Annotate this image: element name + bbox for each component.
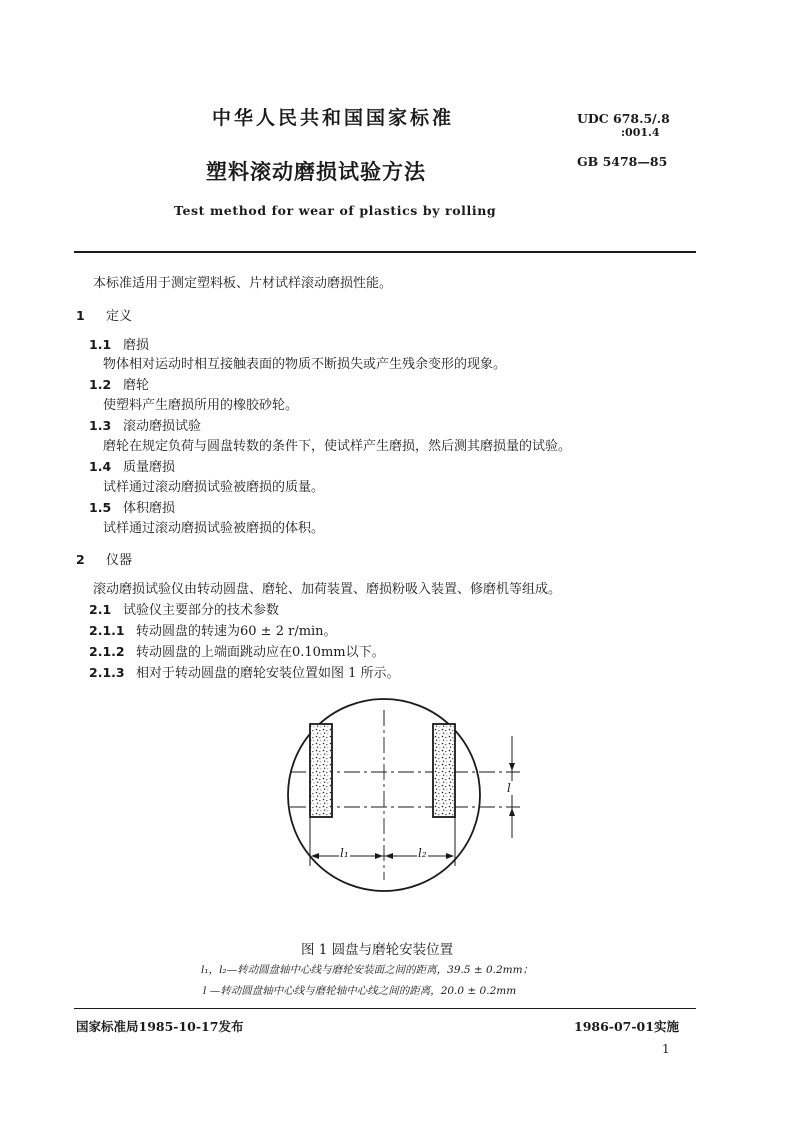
clause-text: 相对于转动圆盘的磨轮安装位置如图 1 所示。	[136, 666, 400, 681]
term-name: 质量磨损	[123, 460, 176, 475]
term-name: 滚动磨损试验	[123, 419, 202, 434]
document-title-cn: 塑料滚动磨损试验方法	[206, 159, 426, 184]
clause-number: 2.1	[89, 602, 112, 617]
clause-text: 试验仪主要部分的技术参数	[123, 603, 280, 618]
term-1-5-definition: 试样通过滚动磨损试验被磨损的体积。	[103, 521, 325, 536]
term-number: 1.4	[89, 459, 112, 474]
clause-text: 转动圆盘的上端面跳动应在0.10mm以下。	[136, 645, 385, 660]
term-1-3-definition: 磨轮在规定负荷与圆盘转数的条件下，使试样产生磨损，然后测其磨损量的试验。	[103, 439, 572, 454]
figure-1-caption: 图 1 圆盘与磨轮安装位置	[301, 942, 454, 958]
section-2-number: 2	[76, 552, 85, 567]
abrasive-wheel-left	[310, 724, 332, 817]
clause-number: 2.1.3	[89, 665, 125, 680]
term-name: 磨损	[123, 338, 150, 353]
standard-title: 中华人民共和国国家标准	[212, 107, 455, 129]
gb-code: GB 5478—85	[577, 154, 668, 169]
figure-1-note-l1-l2: l₁，l₂—转动圆盘轴中心线与磨轮安装面之间的距离，39.5 ± 0.2mm；	[201, 964, 534, 976]
dimension-label-l1: l₁	[340, 846, 349, 860]
scope-text: 本标准适用于测定塑料板、片材试样滚动磨损性能。	[93, 276, 393, 291]
effective-date: 1986-07-01实施	[574, 1019, 679, 1034]
dimension-label-l: l	[507, 781, 511, 795]
section-2-title: 仪器	[106, 553, 133, 568]
document-title-en: Test method for wear of plastics by rolling	[174, 203, 497, 218]
issue-date: 国家标准局1985-10-17发布	[76, 1019, 244, 1034]
clause-number: 2.1.2	[89, 644, 125, 659]
term-number: 1.2	[89, 377, 112, 392]
term-1-1-definition: 物体相对运动时相互接触表面的物质不断损失或产生残余变形的现象。	[103, 357, 507, 372]
footer-divider	[74, 1008, 696, 1009]
term-1-2-definition: 使塑料产生磨损所用的橡胶砂轮。	[103, 398, 299, 413]
section-2-intro: 滚动磨损试验仪由转动圆盘、磨轮、加荷装置、磨损粉吸入装置、修磨机等组成。	[93, 582, 562, 597]
page-number: 1	[662, 1042, 670, 1056]
term-number: 1.3	[89, 418, 112, 433]
term-name: 磨轮	[123, 378, 150, 393]
term-number: 1.1	[89, 337, 112, 352]
clause-number: 2.1.1	[89, 623, 125, 638]
term-number: 1.5	[89, 500, 112, 515]
abrasive-wheel-right	[433, 724, 455, 817]
figure-1-note-l: l —转动圆盘轴中心线与磨轮轴中心线之间的距离，20.0 ± 0.2mm	[203, 985, 517, 997]
udc-code: UDC 678.5/.8	[577, 111, 670, 126]
dimension-label-l2: l₂	[418, 846, 427, 860]
clause-text: 转动圆盘的转速为60 ± 2 r/min。	[136, 624, 337, 639]
term-name: 体积磨损	[123, 501, 176, 516]
section-1-title: 定义	[106, 309, 133, 324]
term-1-4-definition: 试样通过滚动磨损试验被磨损的质量。	[103, 480, 325, 495]
section-1-number: 1	[76, 308, 85, 323]
udc-code-suffix: :001.4	[621, 126, 660, 139]
